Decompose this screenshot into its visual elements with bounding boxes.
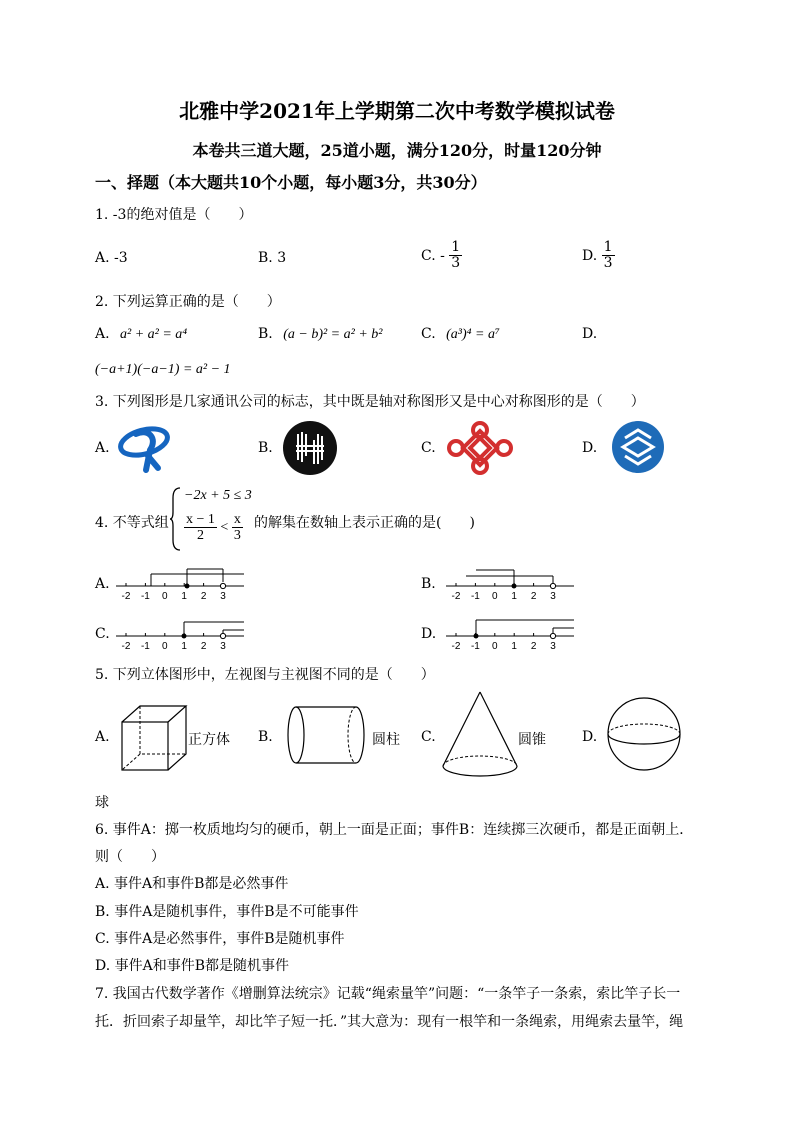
question-6-stem-2: 则（ ） bbox=[95, 849, 165, 865]
number-line-tick-label: 1 bbox=[181, 591, 187, 602]
cone-figure-icon bbox=[440, 690, 520, 782]
question-7-line-2: 托．折回索子却量竿，却比竿子短一托．”其大意为：现有一根竿和一条绳索，用绳索去量竿，绳 bbox=[95, 1014, 684, 1030]
q4-left-fraction bbox=[184, 512, 217, 544]
sphere-figure-icon bbox=[606, 696, 682, 772]
mobile-logo-icon bbox=[611, 420, 665, 474]
q1-option-d-fraction bbox=[602, 240, 615, 272]
q2-option-a bbox=[95, 326, 187, 343]
number-line-tick-label: -1 bbox=[470, 591, 480, 602]
q6-option-d: D. 事件A和事件B都是随机事件 bbox=[95, 958, 290, 974]
q1-option-c-fraction bbox=[449, 240, 462, 272]
q5-name-cone: 圆锥 bbox=[518, 732, 546, 748]
section-heading: 一、择题（本大题共10个小题，每小题3分，共30分） bbox=[95, 173, 487, 192]
question-1-stem: 1. -3的绝对值是（ ） bbox=[95, 207, 253, 223]
q4-inequality-1: −2x + 5 ≤ 3 bbox=[184, 488, 252, 503]
number-line-tick-label: -2 bbox=[451, 591, 461, 602]
q5-option-c: C. bbox=[421, 729, 436, 745]
number-line-tick-label: 3 bbox=[550, 591, 556, 602]
q4-option-c: C. bbox=[95, 626, 110, 642]
q1-option-d-prefix: D. bbox=[582, 247, 598, 264]
number-line-tick-label: 0 bbox=[492, 641, 498, 652]
q2-b-expr: (a − b)² = a² + b² bbox=[283, 327, 383, 342]
q3-option-b: B. bbox=[258, 440, 273, 456]
q5-option-d: D. bbox=[582, 729, 598, 745]
q3-option-d: D. bbox=[582, 440, 598, 456]
q5-name-sphere: 球 bbox=[95, 795, 109, 811]
number-line-tick-label: 0 bbox=[492, 591, 498, 602]
q5-name-cube: 正方体 bbox=[188, 732, 230, 748]
q4-number-line-d bbox=[440, 612, 580, 656]
number-line-tick-label: 2 bbox=[530, 641, 537, 652]
q1-option-d bbox=[582, 240, 615, 272]
q1-c-denominator: 3 bbox=[451, 255, 461, 272]
question-4-suffix: 的解集在数轴上表示正确的是( ) bbox=[254, 515, 475, 531]
number-line-tick-label: 1 bbox=[181, 641, 187, 652]
telecom-logo-icon bbox=[118, 420, 174, 476]
number-line-tick-label: -1 bbox=[470, 641, 480, 652]
question-2-stem: 2. 下列运算正确的是（ ） bbox=[95, 294, 281, 310]
q1-option-c bbox=[421, 240, 462, 272]
number-line-tick-label: 1 bbox=[511, 591, 517, 602]
number-line-tick-label: -1 bbox=[140, 591, 150, 602]
netcom-logo-icon bbox=[282, 420, 338, 476]
q4-number-line-b bbox=[440, 562, 580, 606]
q1-option-a: A. -3 bbox=[95, 250, 128, 266]
question-6-stem: 6. 事件A：掷一枚质地均匀的硬币，朝上一面是正面；事件B：连续掷三次硬币，都是正面朝上． bbox=[95, 822, 694, 838]
q4-option-a: A. bbox=[95, 576, 110, 592]
number-line-tick-label: 3 bbox=[550, 641, 556, 652]
exam-subtitle: 本卷共三道大题，25道小题，满分120分，时量120分钟 bbox=[192, 141, 602, 160]
number-line-tick-label: 0 bbox=[162, 591, 168, 602]
q3-option-c: C. bbox=[421, 440, 436, 456]
number-line-tick-label: 2 bbox=[200, 641, 207, 652]
q2-b-label: B. bbox=[258, 326, 273, 342]
number-line-tick-label: -2 bbox=[451, 641, 461, 652]
q1-option-b: B. 3 bbox=[258, 250, 287, 266]
q4-inequality-2 bbox=[184, 512, 243, 544]
cube-figure-icon bbox=[118, 702, 190, 774]
q6-option-c: C. 事件A是必然事件，事件B是随机事件 bbox=[95, 931, 345, 947]
q4-right-fraction bbox=[232, 512, 243, 544]
q2-option-d-label: D. bbox=[582, 326, 598, 342]
number-line-tick-label: -1 bbox=[140, 641, 150, 652]
q4-option-d: D. bbox=[421, 626, 437, 642]
q4-number-line-a bbox=[110, 562, 250, 606]
q1-d-denominator: 3 bbox=[603, 255, 613, 272]
q2-a-label: A. bbox=[95, 326, 110, 342]
q1-option-c-prefix: C. - bbox=[421, 247, 445, 264]
q2-a-expr: a² + a² = a⁴ bbox=[120, 327, 188, 342]
number-line-tick-label: -2 bbox=[121, 641, 131, 652]
q2-option-c bbox=[421, 326, 500, 343]
q1-c-numerator: 1 bbox=[451, 239, 461, 255]
q4-right-num: x bbox=[233, 512, 241, 527]
system-brace-icon bbox=[170, 486, 182, 552]
q4-right-den: 3 bbox=[233, 528, 241, 544]
question-5-stem: 5. 下列立体图形中，左视图与主视图不同的是（ ） bbox=[95, 667, 435, 683]
question-7-line-1: 7. 我国古代数学著作《增删算法统宗》记载“绳索量竿”问题：“一条竿子一条索，索比竿子长一 bbox=[95, 986, 681, 1002]
question-3-stem: 3. 下列图形是几家通讯公司的标志，其中既是轴对称图形又是中心对称图形的是（ ） bbox=[95, 394, 645, 410]
q2-option-b bbox=[258, 326, 382, 343]
q6-option-a: A. 事件A和事件B都是必然事件 bbox=[95, 876, 289, 892]
q2-c-expr: (a³)⁴ = a⁷ bbox=[446, 327, 500, 342]
q4-number-line-c bbox=[110, 612, 250, 656]
q2-c-label: C. bbox=[421, 326, 436, 342]
q2-d-expr: (−a+1)(−a−1) = a² − 1 bbox=[95, 362, 231, 377]
number-line-tick-label: 0 bbox=[162, 641, 168, 652]
number-line-tick-label: -2 bbox=[121, 591, 131, 602]
q3-option-a: A. bbox=[95, 440, 110, 456]
q5-name-cylinder: 圆柱 bbox=[372, 732, 400, 748]
q4-option-b: B. bbox=[421, 576, 436, 592]
q4-left-num: x − 1 bbox=[186, 512, 215, 527]
q5-option-a: A. bbox=[95, 729, 110, 745]
number-line-tick-label: 2 bbox=[530, 591, 537, 602]
unicom-knot-logo-icon bbox=[446, 420, 514, 476]
q5-option-b: B. bbox=[258, 729, 273, 745]
q4-less-than: < bbox=[220, 519, 229, 535]
number-line-tick-label: 3 bbox=[220, 591, 226, 602]
question-4-prefix: 4. 不等式组 bbox=[95, 515, 169, 531]
q4-left-den: 2 bbox=[196, 528, 204, 544]
number-line-tick-label: 3 bbox=[220, 641, 226, 652]
q6-option-b: B. 事件A是随机事件，事件B是不可能事件 bbox=[95, 904, 359, 920]
cylinder-figure-icon bbox=[286, 704, 366, 766]
number-line-tick-label: 2 bbox=[200, 591, 207, 602]
exam-title: 北雅中学2021年上学期第二次中考数学模拟试卷 bbox=[179, 99, 615, 123]
number-line-tick-label: 1 bbox=[511, 641, 517, 652]
q1-d-numerator: 1 bbox=[603, 239, 613, 255]
